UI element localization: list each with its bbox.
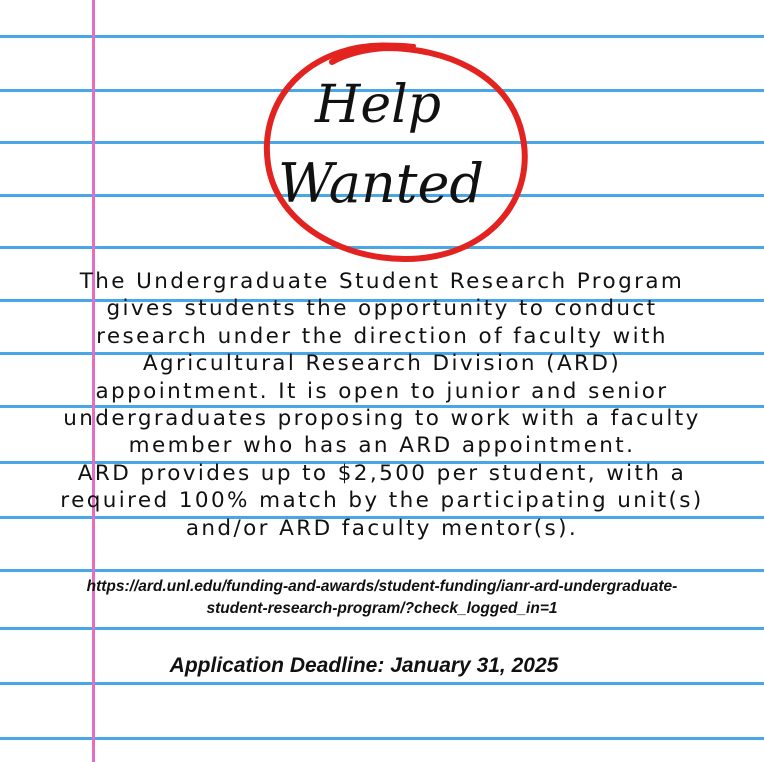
application-deadline: Application Deadline: January 31, 2025 (169, 654, 559, 677)
ruled-line (0, 627, 764, 630)
help-wanted-stamp (246, 34, 536, 274)
url-line-1: https://ard.unl.edu/funding-and-awards/student-funding/ianr-ard-undergraduate- (86, 578, 678, 595)
heading-wanted: Wanted (277, 152, 485, 215)
description-line: appointment. It is open to junior and senior (95, 378, 669, 404)
description-line: and/or ARD faculty mentor(s). (185, 515, 579, 541)
program-description (22, 268, 742, 542)
description-line: member who has an ARD appointment. (128, 433, 636, 459)
ruled-line (0, 737, 764, 740)
description-line: ARD provides up to $2,500 per student, with a (77, 460, 687, 486)
red-circle-icon (246, 34, 536, 274)
url-line-2: student-research-program/?check_logged_in=1 (206, 600, 558, 617)
description-line: required 100% match by the participating unit(s) (60, 488, 704, 514)
ruled-line (0, 682, 764, 685)
description-line: undergraduates proposing to work with a faculty (63, 406, 701, 432)
ruled-line (0, 569, 764, 572)
program-url (0, 576, 764, 620)
description-line: gives students the opportunity to conduct (106, 296, 658, 322)
description-line: research under the direction of faculty with (96, 323, 668, 349)
heading-help: Help (314, 75, 442, 135)
description-line: The Undergraduate Student Research Program (79, 269, 685, 294)
description-line: Agricultural Research Division (ARD) (142, 351, 622, 377)
